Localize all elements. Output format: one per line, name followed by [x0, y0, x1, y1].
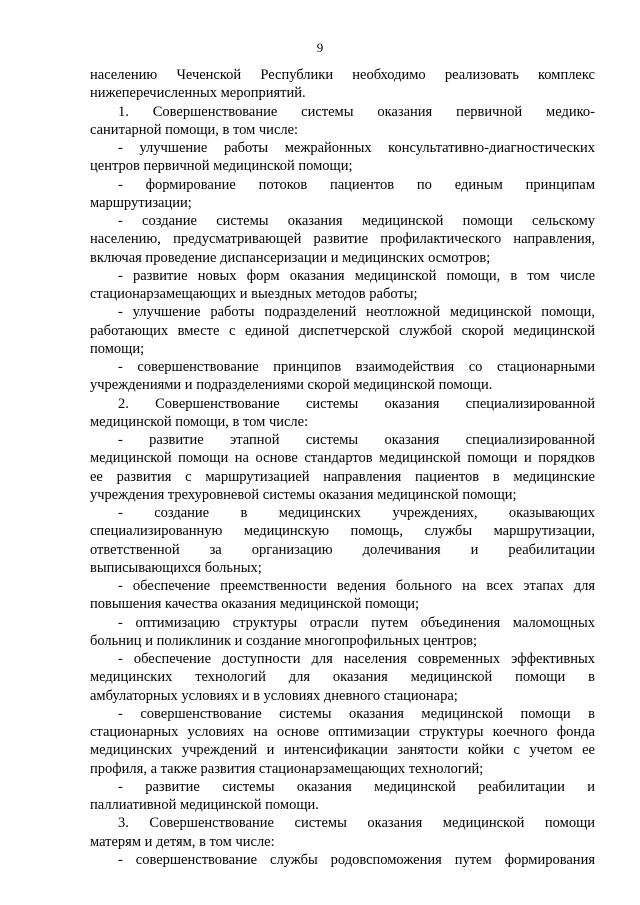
text-line: помощи;	[90, 340, 145, 357]
text-line: медицинской помощи на основе стандартов медицинской помощи и порядков	[90, 450, 595, 467]
text-line: - совершенствование принципов взаимодействия со стационарными	[118, 359, 595, 375]
text-line: 1. Совершенствование системы оказания первичной медико-	[118, 103, 595, 120]
text-line: повышения качества оказания медицинской помощи;	[90, 596, 420, 613]
text-line: населению Чеченской Республики необходимо реализовать комплекс	[90, 67, 595, 83]
text-line: маршрутизации;	[90, 194, 192, 211]
text-line: - оптимизацию структуры отрасли путем объединения маломощных	[118, 614, 595, 631]
text-line: населению, предусматривающей развитие профилактического направления,	[90, 231, 595, 248]
text-line: 2. Совершенствование системы оказания специализированной	[118, 395, 595, 412]
text-line: медицинской помощи, в том числе:	[90, 413, 309, 430]
text-line: специализированную медицинскую помощь, службы маршрутизации,	[90, 523, 595, 540]
text-line: - обеспечение преемственности ведения больного на всех этапах для	[118, 578, 595, 594]
text-line: санитарной помощи, в том числе:	[90, 121, 299, 138]
text-line: - совершенствование системы оказания медицинской помощи в	[118, 705, 595, 722]
text-line: - развитие системы оказания медицинской реабилитации и	[118, 778, 595, 795]
text-line: паллиативной медицинской помощи.	[90, 797, 319, 813]
text-line: амбулаторных условиях и в условиях дневного стационара;	[90, 687, 458, 704]
text-line: - создание в медицинских учреждениях, оказывающих	[118, 505, 595, 521]
text-line: центров первичной медицинской помощи;	[90, 158, 353, 175]
text-line: работающих вместе с единой диспетчерской службой скорой медицинской	[90, 322, 595, 339]
text-line: - формирование потоков пациентов по единым принципам	[118, 176, 595, 193]
text-line: ответственной за организацию долечивания и реабилитации	[90, 541, 595, 558]
text-line: 3. Совершенствование системы оказания медицинской помощи	[118, 815, 595, 832]
text-line: профиля, а также развития стационарзамещающих технологий;	[90, 760, 484, 777]
document-body	[90, 66, 595, 869]
text-line: - развитие новых форм оказания медицинской помощи, в том числе	[118, 267, 595, 284]
text-line: - улучшение работы межрайонных консультативно-диагностических	[118, 140, 595, 156]
text-line: ее развития с маршрутизацией направления пациентов в медицинские	[90, 468, 595, 485]
text-line: включая проведение диспансеризации и медицинских осмотров;	[90, 249, 491, 266]
text-line: медицинских учреждений и интенсификации занятости койки с учетом ее	[90, 742, 595, 759]
text-line: учреждения трехуровневой системы оказания медицинской помощи;	[90, 486, 517, 503]
text-line: медицинских технологий для оказания медицинской помощи в	[90, 669, 595, 686]
text-line: - улучшение работы подразделений неотложной медицинской помощи,	[118, 304, 595, 321]
text-line: - совершенствование службы родовспоможения путем формирования	[118, 851, 595, 868]
text-line: матерям и детям, в том числе:	[90, 833, 275, 850]
text-line: - развитие этапной системы оказания специализированной	[118, 432, 595, 448]
text-line: - создание системы оказания медицинской помощи сельскому	[118, 213, 595, 229]
text-line: стационарзамещающих и выездных методов работы;	[90, 286, 418, 302]
text-line: выписывающихся больных;	[90, 559, 262, 576]
text-line: учреждениями и подразделениями скорой медицинской помощи.	[90, 377, 493, 394]
text-line: больниц и поликлиник и создание многопрофильных центров;	[90, 632, 478, 649]
page-number: 9	[316, 40, 324, 55]
text-line: нижеперечисленных мероприятий.	[90, 85, 306, 102]
text-line: - обеспечение доступности для населения современных эффективных	[118, 651, 595, 667]
text-line: стационарных условиях на основе оптимизации структуры коечного фонда	[90, 724, 595, 740]
